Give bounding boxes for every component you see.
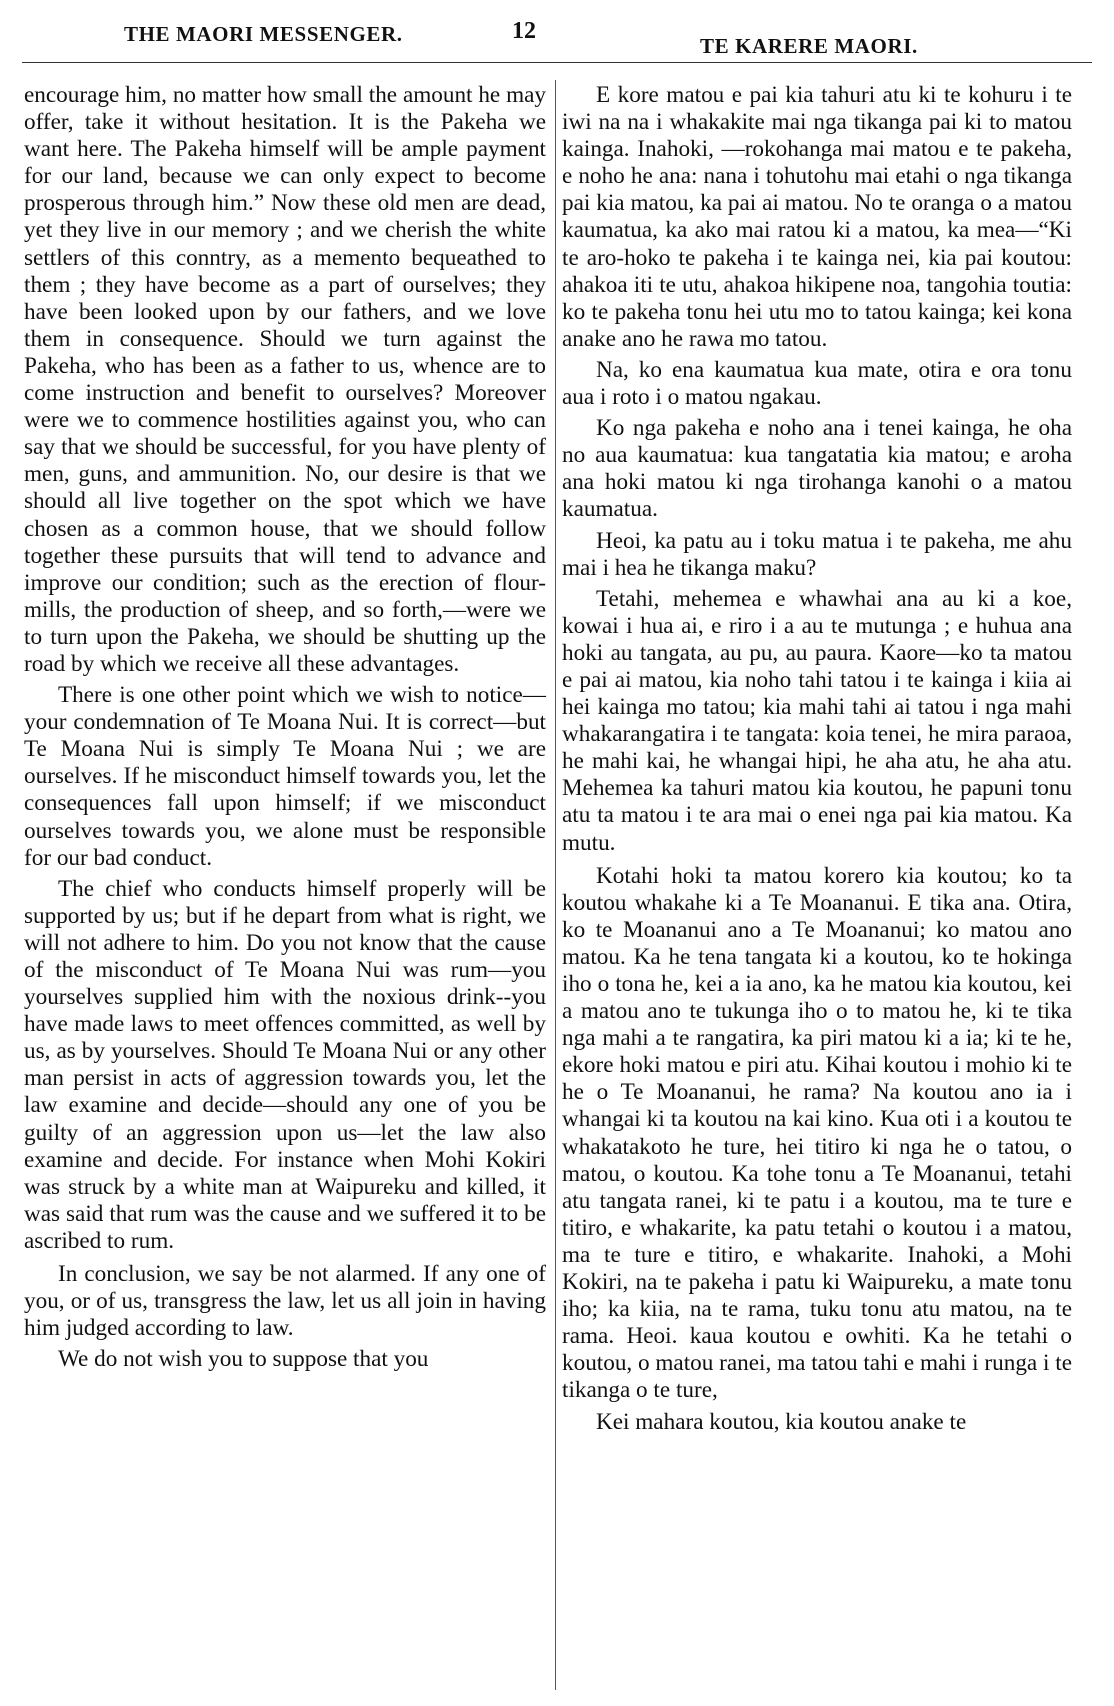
english-column <box>24 82 546 1377</box>
maori-paragraph: E kore matou e pai kia tahuri atu ki te kohuru i te iwi na na i whakakite mai nga tikanga pai ki to matou kainga. Inahoki, —rokohanga mai matou e te pakeha, e noho he ana: nana i tohutohu mai etahi o nga tikanga pai kia matou, ka pai ai matou. No te oranga o a matou kaumatua, ka ako mai ratou ki a matou, ka mea—“Ki te aro-hoko te pakeha i te kainga nei, kia pai koutou: ahakoa iti te utu, ahakoa hikipene noa, tangohia toutia: ko te pakeha tonu hei utu mo to tatou kainga; kei kona anake ano he rawa mo tatou. <box>562 82 1072 352</box>
english-paragraph: The chief who conducts himself properly will be supported by us; but if he depart from what is right, we will not adhere to him. Do you not know that the cause of the misconduct of Te Moana Nui was rum—you yourselves supplied him with the noxious drink--you have made laws to meet offences committed, as well by us, as by yourselves. Should Te Moana Nui or any other man persist in acts of aggression towards you, let the law examine and decide—should any one of you be guilty of an aggression upon us—let the law also examine and decide. For instance when Mohi Kokiri was struck by a white man at Waipureku and killed, it was said that rum was the cause and we suffered it to be ascribed to rum. <box>24 875 546 1254</box>
maori-masthead-title: TE KARERE MAORI. <box>700 34 918 58</box>
maori-paragraph: Tetahi, mehemea e whawhai ana au ki a koe, kowai i hua ai, e riro i a au te mutunga ; e huhua ana hoki au tangata, au pu, au paura. Kaore—ko ta matou e pai ai matou, kia noho tahi tatou i te kainga i kiia ai hei kainga mo tatou; kia mahi tahi ai tatou i nga mahi whakarangatira i te tangata: koia tenei, he mira paraoa, he mahi kai, he whangai hipi, he aha atu, he aha atu. Mehemea ka tahuri matou kia koutou, he papuni tonu atu ta matou i te ara mai o enei nga pai kia matou. Ka mutu. <box>562 585 1072 856</box>
column-divider <box>555 80 556 1690</box>
maori-paragraph: Heoi, ka patu au i toku matua i te pakeha, me ahu mai i hea he tikanga maku? <box>562 527 1072 581</box>
english-paragraph: There is one other point which we wish to notice—your condemnation of Te Moana Nui. It is correct—but Te Moana Nui is simply Te Moana Nui ; we are ourselves. If he misconduct himself towards you, let the consequences fall upon himself; if we misconduct ourselves towards you, we alone must be responsible for our bad conduct. <box>24 682 546 871</box>
page-number: 12 <box>512 18 536 44</box>
english-masthead-title: THE MAORI MESSENGER. <box>124 22 403 46</box>
english-paragraph: In conclusion, we say be not alarmed. If any one of you, or of us, transgress the law, let us all join in having him judged according to law. <box>24 1261 546 1342</box>
page-header <box>0 14 1114 58</box>
maori-paragraph: Na, ko ena kaumatua kua mate, otira e ora tonu aua i roto i o matou ngakau. <box>562 356 1072 411</box>
english-paragraph: We do not wish you to suppose that you <box>58 1346 429 1373</box>
maori-paragraph: Ko nga pakeha e noho ana i tenei kainga, he oha no aua kaumatua: kua tangatatia kia matou; e aroha ana hoki matou ki nga tirohanga kanohi o a matou kaumatua. <box>562 415 1072 523</box>
english-paragraph: encourage him, no matter how small the amount he may offer, take it without hesitation. It is the Pakeha we want here. The Pakeha himself will be ample payment for our land, because we can only expect to become prosperous through him.” Now these old men are dead, yet they live in our memory ; and we cherish the white settlers of this conntry, as a memento bequeathed to them ; they have become as a part of ourselves; they have been looked upon by our fathers, and we love them in consequence. Should we turn against the Pakeha, who has been as a father to us, whence are to come instruction and benefit to ourselves? Moreover were we to commence hostilities against you, who can say that we should be successful, for you have plenty of men, guns, and ammunition. No, our desire is that we should all live together on the spot which we have chosen as a common house, that we should follow together these pursuits that will tend to advance and improve our condition; such as the erection of flour-mills, the production of sheep, and so forth,—were we to turn upon the Pakeha, we should be shutting up the road by which we receive all these advantages. <box>24 82 546 677</box>
header-rule <box>22 62 1092 63</box>
maori-paragraph: Kei mahara koutou, kia koutou anake te <box>596 1408 967 1435</box>
maori-paragraph: Kotahi hoki ta matou korero kia koutou; ko ta koutou whakahe ki a Te Moananui. E tika ana. Otira, ko te Moananui ano a Te Moananui; ko matou ano matou. Ka he tena tangata ki a koutou, ko te hokinga iho o tona he, kei a ia ano, ka he matou kia koutou, kei a matou ano te tukunga iho o to matou he, ki te tika nga mahi a te rangatira, ka piri matou ki a ia; ki te he, ekore hoki matou e piri atu. Kihai koutou i mohio ki te he o Te Moananui, he rama? Na koutou ano ia i whangai ki ta koutou na kai kino. Kua oti i a koutou te whakatakoto he ture, hei titiro ki nga he o tatou, o matou, o koutou. Ka tohe tonu a Te Moananui, tetahi atu tangata ranei, ki te patu i a koutou, ma te ture e titiro, e whakarite, ka patu tetahi o koutou i a matou, ma te ture e titiro, e whakarite. Inahoki, a Mohi Kokiri, na te pakeha i patu ki Waipureku, a mate tonu iho; ka kiia, na te rama, tuku tonu atu matou, na te rama. Heoi. kaua koutou e owhiti. Ka he tetahi o koutou, o matou ranei, ma tatou tahi e mahi i runga i te tikanga o te ture, <box>562 862 1072 1404</box>
maori-column <box>562 82 1072 1440</box>
